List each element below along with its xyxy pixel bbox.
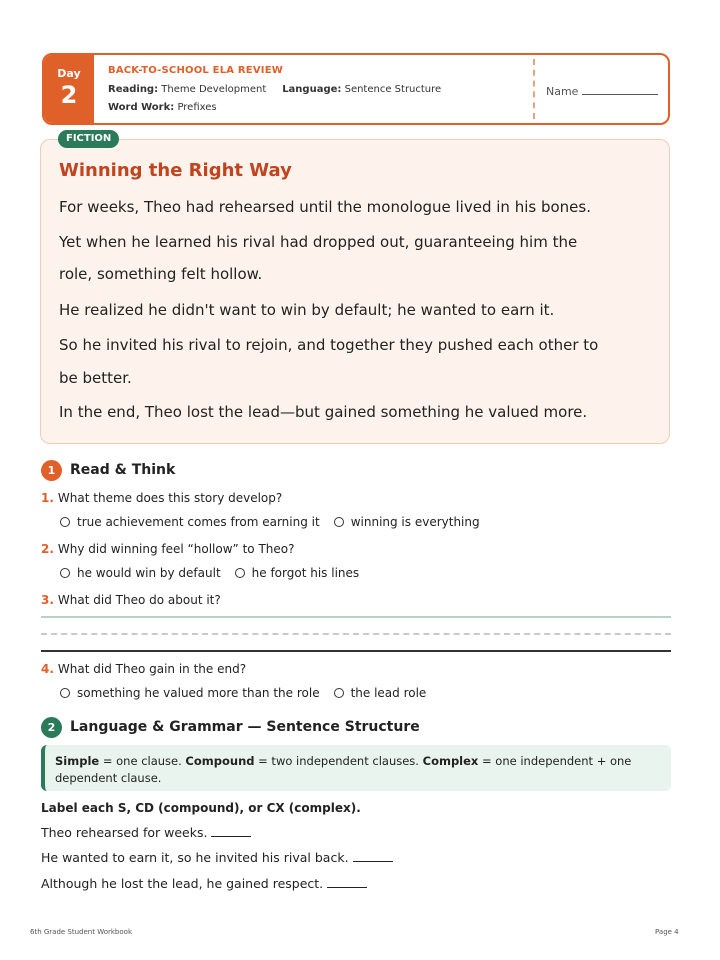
- sentence-text: Although he lost the lead, he gained respect.: [41, 876, 324, 891]
- radio-circle-icon[interactable]: [235, 568, 245, 578]
- question: [41, 542, 294, 556]
- radio-circle-icon[interactable]: [60, 517, 70, 527]
- answer-blank[interactable]: [327, 877, 367, 888]
- day-badge: [44, 55, 94, 123]
- reading-value: Theme Development: [161, 84, 267, 95]
- worksheet-header: [42, 53, 670, 125]
- grammar-note: [41, 745, 671, 791]
- story-line: He realized he didn't want to win by default; he wanted to earn it.: [59, 301, 555, 319]
- option-text: the lead role: [350, 686, 427, 700]
- option-text: something he valued more than the role: [77, 686, 320, 700]
- answer-option[interactable]: [60, 686, 320, 700]
- answer-options: [60, 515, 494, 529]
- question-number: 1.: [41, 491, 54, 505]
- answer-option[interactable]: [60, 566, 221, 580]
- day-number: 2: [60, 81, 78, 109]
- language-label: Language:: [282, 84, 342, 95]
- story-line: Yet when he learned his rival had dropped out, guaranteeing him the: [59, 233, 578, 251]
- story-line: For weeks, Theo had rehearsed until the monologue lived in his bones.: [59, 198, 591, 216]
- story-line: role, something felt hollow.: [59, 265, 263, 283]
- option-text: true achievement comes from earning it: [77, 515, 320, 529]
- question-number: 4.: [41, 662, 54, 676]
- simple-def: = one clause.: [99, 754, 186, 768]
- genre-tag: FICTION: [58, 130, 119, 148]
- sentence-text: Theo rehearsed for weeks.: [41, 825, 208, 840]
- answer-option[interactable]: [334, 686, 427, 700]
- language-value: Sentence Structure: [344, 84, 442, 95]
- answer-line[interactable]: [41, 616, 671, 618]
- question-text: Why did winning feel “hollow” to Theo?: [57, 542, 295, 556]
- section-grammar-header: [41, 716, 420, 738]
- section-number-badge: 2: [41, 717, 62, 738]
- radio-circle-icon[interactable]: [334, 688, 344, 698]
- radio-circle-icon[interactable]: [60, 568, 70, 578]
- complex-def: = one independent + one dependent clause.: [55, 754, 632, 785]
- option-text: he would win by default: [77, 566, 221, 580]
- answer-options: [60, 686, 440, 700]
- answer-option[interactable]: [60, 515, 320, 529]
- name-field[interactable]: [546, 84, 658, 98]
- section-read-think-header: [41, 459, 175, 481]
- compound-def: = two independent clauses.: [254, 754, 423, 768]
- name-blank[interactable]: [582, 84, 658, 95]
- footer-page-number: Page 4: [655, 928, 679, 936]
- reading-label: Reading:: [108, 84, 159, 95]
- answer-guide-line: [41, 633, 671, 635]
- header-skills-line: [108, 84, 441, 95]
- option-text: winning is everything: [350, 515, 480, 529]
- story-title: Winning the Right Way: [59, 160, 292, 181]
- section-title: Language & Grammar — Sentence Structure: [70, 719, 420, 735]
- exercise-instruction: Label each S, CD (compound), or CX (complex).: [41, 801, 361, 815]
- exercise-sentence: [41, 876, 367, 891]
- header-wordwork-line: [108, 102, 217, 113]
- radio-circle-icon[interactable]: [60, 688, 70, 698]
- simple-term: Simple: [55, 754, 100, 768]
- compound-term: Compound: [185, 754, 255, 768]
- question-number: 3.: [41, 593, 54, 607]
- worksheet-title: BACK-TO-SCHOOL ELA REVIEW: [108, 65, 283, 76]
- option-text: he forgot his lines: [251, 566, 360, 580]
- answer-option[interactable]: [334, 515, 480, 529]
- day-label: Day: [57, 67, 81, 80]
- name-label: Name: [546, 85, 579, 98]
- question-text: What did Theo gain in the end?: [57, 662, 247, 676]
- header-divider: [533, 59, 535, 119]
- question: [41, 662, 246, 676]
- section-number-badge: 1: [41, 460, 62, 481]
- question-text: What theme does this story develop?: [57, 491, 283, 505]
- footer-workbook-label: 6th Grade Student Workbook: [30, 928, 132, 936]
- question-number: 2.: [41, 542, 54, 556]
- answer-base-line[interactable]: [41, 650, 671, 652]
- answer-option[interactable]: [235, 566, 359, 580]
- question-text: What did Theo do about it?: [57, 593, 221, 607]
- radio-circle-icon[interactable]: [334, 517, 344, 527]
- story-line: In the end, Theo lost the lead—but gained something he valued more.: [59, 403, 588, 421]
- story-line: be better.: [59, 369, 132, 387]
- exercise-sentence: [41, 825, 251, 840]
- answer-blank[interactable]: [211, 826, 251, 837]
- story-box: [40, 139, 670, 444]
- sentence-text: He wanted to earn it, so he invited his rival back.: [41, 850, 349, 865]
- wordwork-label: Word Work:: [108, 102, 175, 113]
- story-line: So he invited his rival to rejoin, and together they pushed each other to: [59, 336, 599, 354]
- question: [41, 593, 221, 607]
- question: [41, 491, 282, 505]
- section-title: Read & Think: [70, 462, 176, 478]
- exercise-sentence: [41, 850, 393, 865]
- complex-term: Complex: [422, 754, 479, 768]
- wordwork-value: Prefixes: [177, 102, 217, 113]
- answer-blank[interactable]: [353, 851, 393, 862]
- answer-options: [60, 566, 373, 580]
